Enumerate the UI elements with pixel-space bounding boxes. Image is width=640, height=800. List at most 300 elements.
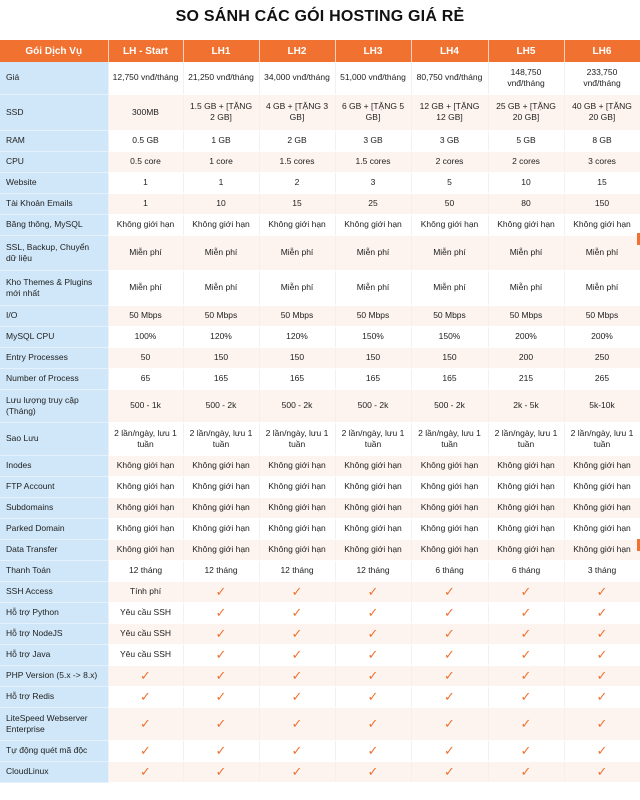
check-icon: ✓ <box>215 583 227 599</box>
check-icon: ✓ <box>520 763 532 779</box>
feature-label: Hỗ trợ Java <box>0 644 108 665</box>
check-icon: ✓ <box>291 604 303 620</box>
plan-value-cell <box>411 581 488 602</box>
plan-value-cell <box>564 665 640 686</box>
feature-label: Number of Process <box>0 368 108 389</box>
feature-label: Lưu lượng truy cập (Tháng) <box>0 389 108 422</box>
plan-value-cell: 21,250 vnđ/tháng <box>183 62 259 94</box>
plan-value-cell <box>183 602 259 623</box>
check-icon: ✓ <box>596 646 608 662</box>
plan-value-cell: Miễn phí <box>335 235 411 270</box>
plan-value-cell: Không giới hạn <box>259 476 335 497</box>
table-row <box>0 130 640 151</box>
plan-value-cell <box>259 623 335 644</box>
plan-value-cell: 50 Mbps <box>335 305 411 326</box>
table-row <box>0 172 640 193</box>
feature-label: Entry Processes <box>0 347 108 368</box>
plan-value-cell <box>259 581 335 602</box>
check-icon: ✓ <box>367 742 379 758</box>
plan-value-cell <box>183 707 259 740</box>
plan-value-cell: Miễn phí <box>564 270 640 305</box>
table-row <box>0 761 640 782</box>
table-row <box>0 235 640 270</box>
check-icon: ✓ <box>520 688 532 704</box>
plan-value-cell <box>564 644 640 665</box>
plan-value-cell: Không giới hạn <box>564 476 640 497</box>
plan-value-cell: Không giới hạn <box>488 497 564 518</box>
plan-value-cell <box>335 581 411 602</box>
table-row <box>0 665 640 686</box>
table-row <box>0 686 640 707</box>
check-icon: ✓ <box>444 763 455 779</box>
check-icon: ✓ <box>140 667 151 683</box>
header-plan-lh6: LH6 <box>564 40 640 62</box>
table-row <box>0 326 640 347</box>
check-icon: ✓ <box>291 625 303 641</box>
plan-value-cell <box>411 665 488 686</box>
plan-value-cell: 0.5 core <box>108 151 183 172</box>
table-header <box>0 40 640 62</box>
plan-value-cell: 25 <box>335 193 411 214</box>
comparison-table <box>0 40 640 783</box>
plan-value-cell: 51,000 vnđ/tháng <box>335 62 411 94</box>
table-row <box>0 497 640 518</box>
plan-value-cell <box>259 761 335 782</box>
feature-label: Inodes <box>0 455 108 476</box>
plan-value-cell: Không giới hạn <box>108 497 183 518</box>
plan-value-cell: 15 <box>564 172 640 193</box>
feature-label: Subdomains <box>0 497 108 518</box>
plan-value-cell <box>335 602 411 623</box>
plan-value-cell: Không giới hạn <box>183 214 259 235</box>
plan-value-cell: 215 <box>488 368 564 389</box>
check-icon: ✓ <box>596 625 608 641</box>
check-icon: ✓ <box>444 667 455 683</box>
plan-value-cell: Không giới hạn <box>183 476 259 497</box>
plan-value-cell: 15 <box>259 193 335 214</box>
plan-value-cell: 2 lần/ngày, lưu 1 tuần <box>259 422 335 455</box>
plan-value-cell: 6 tháng <box>411 560 488 581</box>
table-row <box>0 62 640 94</box>
plan-value-cell <box>411 740 488 761</box>
table-row <box>0 94 640 130</box>
check-icon: ✓ <box>291 715 303 731</box>
plan-value-cell: 12,750 vnđ/tháng <box>108 62 183 94</box>
feature-label: Giá <box>0 62 108 94</box>
plan-value-cell: 150 <box>335 347 411 368</box>
plan-value-cell: Không giới hạn <box>183 539 259 560</box>
feature-label: Thanh Toán <box>0 560 108 581</box>
table-row <box>0 193 640 214</box>
plan-value-cell: 12 tháng <box>259 560 335 581</box>
plan-value-cell <box>488 686 564 707</box>
plan-value-cell <box>488 665 564 686</box>
plan-value-cell <box>108 665 183 686</box>
plan-value-cell: 5 <box>411 172 488 193</box>
plan-value-cell: Không giới hạn <box>108 539 183 560</box>
check-icon: ✓ <box>291 667 303 683</box>
plan-value-cell: Yêu cầu SSH <box>108 644 183 665</box>
feature-label: Băng thông, MySQL <box>0 214 108 235</box>
plan-value-cell <box>183 665 259 686</box>
plan-value-cell: 80,750 vnđ/tháng <box>411 62 488 94</box>
table-row <box>0 602 640 623</box>
plan-value-cell: 2 <box>259 172 335 193</box>
plan-value-cell: Miễn phí <box>108 235 183 270</box>
table-row <box>0 305 640 326</box>
plan-value-cell: 50 Mbps <box>564 305 640 326</box>
table-row <box>0 455 640 476</box>
check-icon: ✓ <box>140 688 151 704</box>
plan-value-cell: 50 Mbps <box>183 305 259 326</box>
plan-value-cell: Không giới hạn <box>108 455 183 476</box>
plan-value-cell: 3 <box>335 172 411 193</box>
check-icon: ✓ <box>367 667 379 683</box>
plan-value-cell: 3 cores <box>564 151 640 172</box>
plan-value-cell: 10 <box>488 172 564 193</box>
plan-value-cell: 2 GB <box>259 130 335 151</box>
plan-value-cell: Không giới hạn <box>411 214 488 235</box>
plan-value-cell: 200% <box>564 326 640 347</box>
check-icon: ✓ <box>444 646 455 662</box>
plan-value-cell <box>259 665 335 686</box>
plan-value-cell: 150% <box>411 326 488 347</box>
plan-value-cell: 200% <box>488 326 564 347</box>
plan-value-cell: 150 <box>183 347 259 368</box>
check-icon: ✓ <box>140 763 151 779</box>
plan-value-cell: 12 tháng <box>335 560 411 581</box>
page-title: SO SÁNH CÁC GÓI HOSTING GIÁ RẺ <box>175 8 465 25</box>
plan-value-cell <box>108 707 183 740</box>
check-icon: ✓ <box>520 742 532 758</box>
plan-value-cell: 165 <box>411 368 488 389</box>
check-icon: ✓ <box>444 625 455 641</box>
plan-value-cell: Không giới hạn <box>411 497 488 518</box>
plan-value-cell <box>488 707 564 740</box>
plan-value-cell: Không giới hạn <box>259 539 335 560</box>
plan-value-cell: Không giới hạn <box>108 214 183 235</box>
plan-value-cell <box>488 644 564 665</box>
plan-value-cell: Không giới hạn <box>335 518 411 539</box>
table-row <box>0 707 640 740</box>
plan-value-cell: 233,750 vnđ/tháng <box>564 62 640 94</box>
check-icon: ✓ <box>520 715 532 731</box>
feature-label: SSL, Backup, Chuyển dữ liệu <box>0 235 108 270</box>
plan-value-cell: 50 <box>411 193 488 214</box>
plan-value-cell <box>488 740 564 761</box>
plan-value-cell: Yêu cầu SSH <box>108 623 183 644</box>
plan-value-cell <box>564 686 640 707</box>
plan-value-cell <box>259 686 335 707</box>
plan-value-cell: 500 - 2k <box>411 389 488 422</box>
check-icon: ✓ <box>215 688 227 704</box>
plan-value-cell: 4 GB + [TẶNG 3 GB] <box>259 94 335 130</box>
plan-value-cell: Không giới hạn <box>488 518 564 539</box>
check-icon: ✓ <box>367 763 379 779</box>
plan-value-cell: 5k-10k <box>564 389 640 422</box>
check-icon: ✓ <box>215 715 227 731</box>
plan-value-cell <box>564 761 640 782</box>
plan-value-cell: Không giới hạn <box>411 476 488 497</box>
plan-value-cell <box>259 707 335 740</box>
plan-value-cell: 50 Mbps <box>108 305 183 326</box>
plan-value-cell <box>488 623 564 644</box>
plan-value-cell: Không giới hạn <box>335 476 411 497</box>
plan-value-cell: 50 Mbps <box>259 305 335 326</box>
plan-value-cell: 3 GB <box>411 130 488 151</box>
plan-value-cell <box>335 686 411 707</box>
feature-label: Hỗ trợ NodeJS <box>0 623 108 644</box>
plan-value-cell: 100% <box>108 326 183 347</box>
check-icon: ✓ <box>367 583 379 599</box>
table-row <box>0 644 640 665</box>
plan-value-cell: Không giới hạn <box>259 214 335 235</box>
plan-value-cell: 165 <box>259 368 335 389</box>
feature-label: MySQL CPU <box>0 326 108 347</box>
feature-label: SSD <box>0 94 108 130</box>
table-row <box>0 581 640 602</box>
check-icon: ✓ <box>444 742 455 758</box>
header-plan-lh4: LH4 <box>411 40 488 62</box>
plan-value-cell: Yêu cầu SSH <box>108 602 183 623</box>
plan-value-cell <box>411 761 488 782</box>
check-icon: ✓ <box>444 604 455 620</box>
table-row <box>0 214 640 235</box>
check-icon: ✓ <box>596 667 608 683</box>
plan-value-cell: Miễn phí <box>335 270 411 305</box>
check-icon: ✓ <box>596 583 608 599</box>
check-icon: ✓ <box>291 763 303 779</box>
plan-value-cell: 250 <box>564 347 640 368</box>
plan-value-cell <box>488 581 564 602</box>
plan-value-cell: Không giới hạn <box>335 497 411 518</box>
check-icon: ✓ <box>140 742 151 758</box>
plan-value-cell: Không giới hạn <box>411 455 488 476</box>
plan-value-cell: Không giới hạn <box>108 518 183 539</box>
plan-value-cell: 1 GB <box>183 130 259 151</box>
plan-value-cell: 500 - 2k <box>335 389 411 422</box>
table-body <box>0 62 640 782</box>
plan-value-cell: 120% <box>183 326 259 347</box>
plan-value-cell <box>259 644 335 665</box>
plan-value-cell: 5 GB <box>488 130 564 151</box>
check-icon: ✓ <box>291 646 303 662</box>
table-row <box>0 368 640 389</box>
plan-value-cell <box>564 602 640 623</box>
plan-value-cell: 1 <box>108 193 183 214</box>
feature-label: Data Transfer <box>0 539 108 560</box>
plan-value-cell <box>259 740 335 761</box>
check-icon: ✓ <box>215 763 227 779</box>
plan-value-cell: 265 <box>564 368 640 389</box>
check-icon: ✓ <box>444 583 455 599</box>
plan-value-cell: Không giới hạn <box>564 518 640 539</box>
plan-value-cell: 6 GB + [TẶNG 5 GB] <box>335 94 411 130</box>
plan-value-cell <box>335 761 411 782</box>
feature-label: RAM <box>0 130 108 151</box>
feature-label: CPU <box>0 151 108 172</box>
plan-value-cell: 6 tháng <box>488 560 564 581</box>
plan-value-cell: 1.5 GB + [TẶNG 2 GB] <box>183 94 259 130</box>
plan-value-cell: 0.5 GB <box>108 130 183 151</box>
header-feature: Gói Dịch Vụ <box>0 40 108 62</box>
table-row <box>0 270 640 305</box>
plan-value-cell <box>259 602 335 623</box>
plan-value-cell: 500 - 2k <box>183 389 259 422</box>
plan-value-cell: 50 Mbps <box>411 305 488 326</box>
plan-value-cell <box>564 623 640 644</box>
plan-value-cell <box>108 761 183 782</box>
feature-label: I/O <box>0 305 108 326</box>
plan-value-cell: Không giới hạn <box>335 539 411 560</box>
plan-value-cell <box>335 623 411 644</box>
check-icon: ✓ <box>215 742 227 758</box>
plan-value-cell: Không giới hạn <box>488 476 564 497</box>
check-icon: ✓ <box>215 604 227 620</box>
check-icon: ✓ <box>291 688 303 704</box>
plan-value-cell: Miễn phí <box>488 235 564 270</box>
feature-label: Website <box>0 172 108 193</box>
check-icon: ✓ <box>520 646 532 662</box>
plan-value-cell: 2 lần/ngày, lưu 1 tuần <box>411 422 488 455</box>
feature-label: LiteSpeed Webserver Enterprise <box>0 707 108 740</box>
plan-value-cell <box>564 707 640 740</box>
plan-value-cell: 2 lần/ngày, lưu 1 tuần <box>335 422 411 455</box>
table-row <box>0 623 640 644</box>
header-plan-lh3: LH3 <box>335 40 411 62</box>
plan-value-cell: 12 tháng <box>183 560 259 581</box>
table-row <box>0 518 640 539</box>
check-icon: ✓ <box>596 604 608 620</box>
plan-value-cell: 200 <box>488 347 564 368</box>
check-icon: ✓ <box>444 715 455 731</box>
plan-value-cell: Miễn phí <box>564 235 640 270</box>
plan-value-cell: Không giới hạn <box>259 518 335 539</box>
plan-value-cell: Không giới hạn <box>108 476 183 497</box>
check-icon: ✓ <box>215 625 227 641</box>
plan-value-cell: Miễn phí <box>259 270 335 305</box>
plan-value-cell: Không giới hạn <box>488 539 564 560</box>
check-icon: ✓ <box>367 625 379 641</box>
plan-value-cell <box>183 581 259 602</box>
feature-label: CloudLinux <box>0 761 108 782</box>
plan-value-cell: Không giới hạn <box>564 455 640 476</box>
plan-value-cell <box>564 581 640 602</box>
feature-label: Kho Themes & Plugins mới nhất <box>0 270 108 305</box>
plan-value-cell: 2k - 5k <box>488 389 564 422</box>
plan-value-cell <box>411 707 488 740</box>
feature-label: Hỗ trợ Python <box>0 602 108 623</box>
plan-value-cell: 500 - 1k <box>108 389 183 422</box>
plan-value-cell: Không giới hạn <box>259 497 335 518</box>
plan-value-cell: 150% <box>335 326 411 347</box>
check-icon: ✓ <box>291 583 303 599</box>
plan-value-cell: 50 Mbps <box>488 305 564 326</box>
plan-value-cell: Không giới hạn <box>564 539 640 560</box>
plan-value-cell: Miễn phí <box>183 270 259 305</box>
plan-value-cell: Không giới hạn <box>488 455 564 476</box>
plan-value-cell <box>411 602 488 623</box>
check-icon: ✓ <box>596 742 608 758</box>
plan-value-cell: 65 <box>108 368 183 389</box>
plan-value-cell: 12 GB + [TẶNG 12 GB] <box>411 94 488 130</box>
table-row <box>0 347 640 368</box>
plan-value-cell: 2 lần/ngày, lưu 1 tuần <box>108 422 183 455</box>
plan-value-cell <box>411 644 488 665</box>
plan-value-cell: 165 <box>183 368 259 389</box>
plan-value-cell: 148,750 vnđ/tháng <box>488 62 564 94</box>
table-row <box>0 740 640 761</box>
check-icon: ✓ <box>520 625 532 641</box>
plan-value-cell: 1 core <box>183 151 259 172</box>
feature-label: Tự động quét mã độc <box>0 740 108 761</box>
plan-value-cell <box>488 761 564 782</box>
check-icon: ✓ <box>140 715 151 731</box>
check-icon: ✓ <box>215 667 227 683</box>
check-icon: ✓ <box>520 667 532 683</box>
plan-value-cell: Miễn phí <box>259 235 335 270</box>
plan-value-cell <box>108 686 183 707</box>
plan-value-cell: Không giới hạn <box>411 518 488 539</box>
check-icon: ✓ <box>291 742 303 758</box>
feature-label: Hỗ trợ Redis <box>0 686 108 707</box>
header-plan-lh-start: LH - Start <box>108 40 183 62</box>
feature-label: PHP Version (5.x -> 8.x) <box>0 665 108 686</box>
table-row <box>0 151 640 172</box>
plan-value-cell: 2 lần/ngày, lưu 1 tuần <box>564 422 640 455</box>
table-row <box>0 422 640 455</box>
plan-value-cell: Miễn phí <box>108 270 183 305</box>
header-plan-lh5: LH5 <box>488 40 564 62</box>
plan-value-cell: 150 <box>411 347 488 368</box>
plan-value-cell: 2 lần/ngày, lưu 1 tuần <box>488 422 564 455</box>
table-row <box>0 560 640 581</box>
plan-value-cell: Không giới hạn <box>335 455 411 476</box>
plan-value-cell <box>108 740 183 761</box>
plan-value-cell <box>183 761 259 782</box>
plan-value-cell: Không giới hạn <box>183 455 259 476</box>
plan-value-cell: 80 <box>488 193 564 214</box>
plan-value-cell: 150 <box>564 193 640 214</box>
plan-value-cell <box>183 623 259 644</box>
plan-value-cell: 1.5 cores <box>259 151 335 172</box>
check-icon: ✓ <box>520 583 532 599</box>
header-plan-lh2: LH2 <box>259 40 335 62</box>
plan-value-cell <box>335 644 411 665</box>
plan-value-cell: 2 cores <box>488 151 564 172</box>
plan-value-cell: Tính phí <box>108 581 183 602</box>
plan-value-cell: 50 <box>108 347 183 368</box>
plan-value-cell: 2 cores <box>411 151 488 172</box>
plan-value-cell: Miễn phí <box>488 270 564 305</box>
check-icon: ✓ <box>596 715 608 731</box>
header-plan-lh1: LH1 <box>183 40 259 62</box>
plan-value-cell: 300MB <box>108 94 183 130</box>
plan-value-cell: 1.5 cores <box>335 151 411 172</box>
plan-value-cell: Không giới hạn <box>411 539 488 560</box>
plan-value-cell: 25 GB + [TẶNG 20 GB] <box>488 94 564 130</box>
check-icon: ✓ <box>367 646 379 662</box>
plan-value-cell: 12 tháng <box>108 560 183 581</box>
plan-value-cell: 165 <box>335 368 411 389</box>
feature-label: SSH Access <box>0 581 108 602</box>
plan-value-cell <box>183 686 259 707</box>
plan-value-cell <box>335 665 411 686</box>
plan-value-cell <box>564 740 640 761</box>
plan-value-cell: Không giới hạn <box>564 214 640 235</box>
plan-value-cell: 34,000 vnđ/tháng <box>259 62 335 94</box>
plan-value-cell: Không giới hạn <box>564 497 640 518</box>
